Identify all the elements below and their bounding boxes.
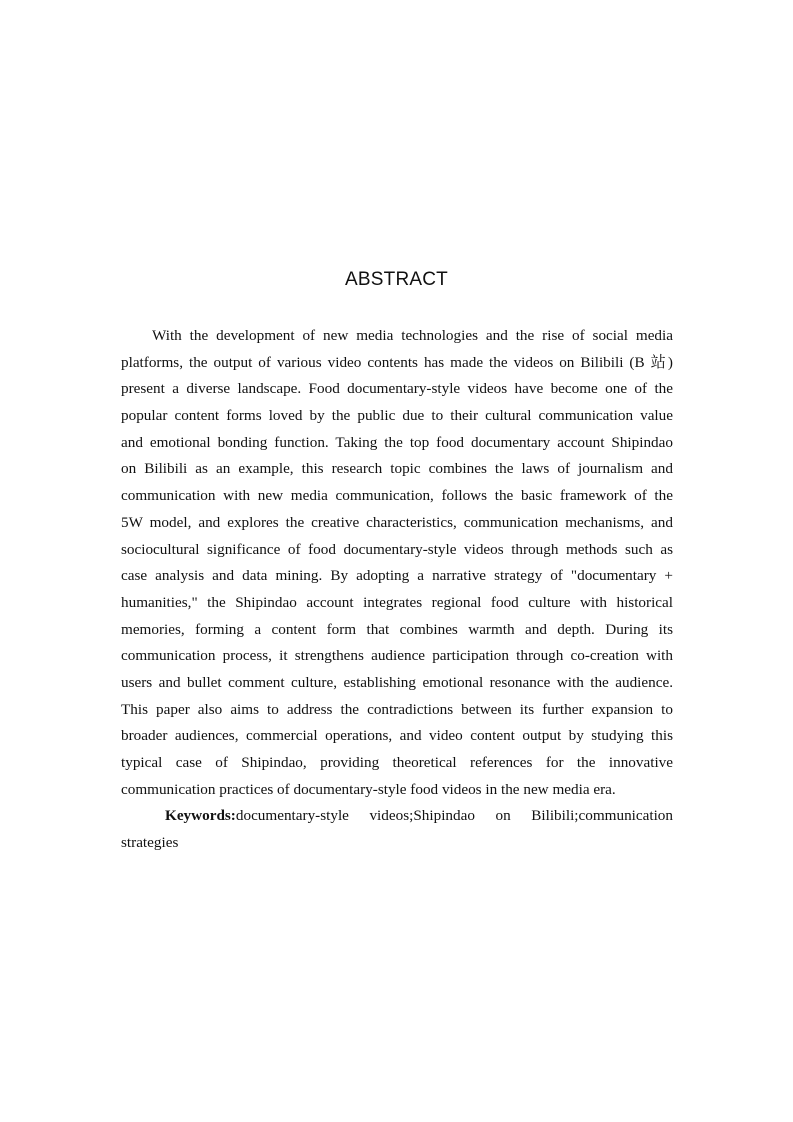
abstract-line: users and bullet comment culture, establishing emotional resonance with the audience.: [121, 673, 673, 691]
abstract-line: broader audiences, commercial operations, and video content output by studying this: [121, 727, 673, 745]
abstract-line: platforms, the output of various video contents has made the videos on Bilibili (B 站): [121, 353, 673, 371]
abstract-line: communication process, it strengthens audience participation through co-creation with: [121, 647, 673, 665]
abstract-line: typical case of Shipindao, providing theoretical references for the innovative: [121, 754, 673, 771]
abstract-line: humanities," the Shipindao account integrates regional food culture with historical: [121, 593, 673, 611]
keywords-text: documentary-style videos;Shipindao on Bilibili;communication: [235, 807, 673, 825]
abstract-line: case analysis and data mining. By adopting a narrative strategy of "documentary +: [121, 567, 673, 585]
keywords-label: Keywords:: [165, 807, 236, 825]
abstract-line: memories, forming a content form that combines warmth and depth. During its: [121, 620, 673, 638]
abstract-line: present a diverse landscape. Food documentary-style videos have become one of the: [121, 380, 673, 398]
abstract-line: 5W model, and explores the creative characteristics, communication mechanisms, and: [121, 513, 673, 531]
abstract-line: communication with new media communication, follows the basic framework of the: [121, 487, 673, 505]
abstract-line: on Bilibili as an example, this research topic combines the laws of journalism and: [121, 460, 673, 478]
abstract-line: With the development of new media technologies and the rise of social media: [152, 327, 673, 344]
abstract-title: ABSTRACT: [345, 269, 448, 290]
abstract-line: sociocultural significance of food documentary-style videos through methods such as: [121, 540, 673, 558]
keywords-line: [121, 803, 673, 830]
abstract-line: popular content forms loved by the public due to their cultural communication value: [121, 407, 673, 425]
keywords-continuation: strategies: [121, 834, 179, 852]
abstract-line: communication practices of documentary-style food videos in the new media era.: [121, 780, 616, 798]
abstract-line: This paper also aims to address the contradictions between its further expansion to: [121, 700, 673, 718]
abstract-line: and emotional bonding function. Taking the top food documentary account Shipindao: [121, 433, 673, 451]
abstract-body: [121, 323, 673, 857]
